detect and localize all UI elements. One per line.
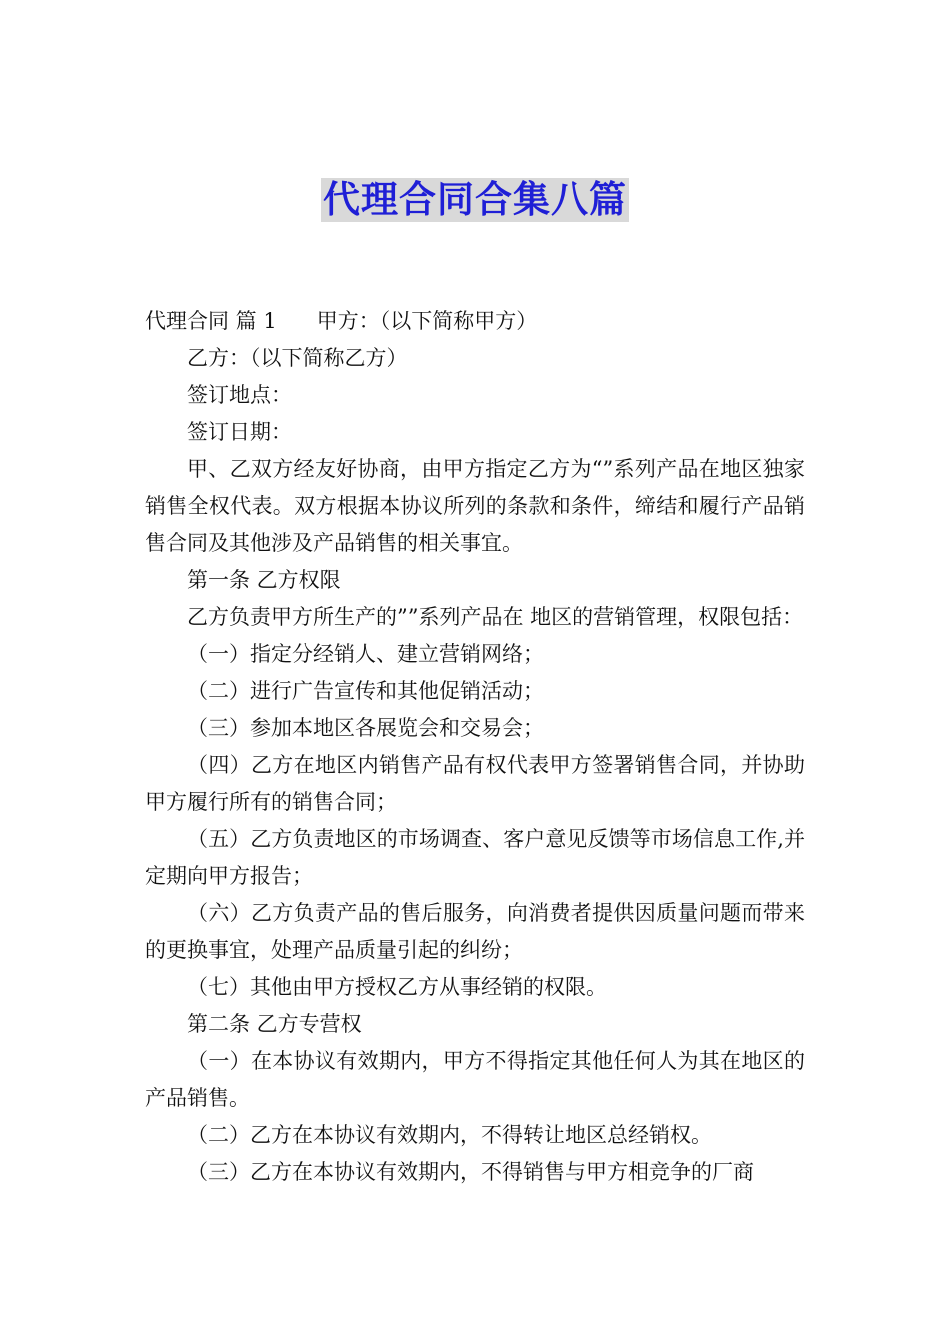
article-1-item-5: （五）乙方负责地区的市场调查、客户意见反馈等市场信息工作,并定期向甲方报告；	[145, 827, 805, 888]
article-2-item-1: （一）在本协议有效期内，甲方不得指定其他任何人为其在地区的产品销售。	[145, 1049, 805, 1110]
article-2-heading: 第二条 乙方专营权	[187, 1012, 362, 1036]
paragraph-intro: 甲、乙双方经友好协商，由甲方指定乙方为“”系列产品在地区独家销售全权代表。双方根据本协议所列的条款和条件，缔结和履行产品销售合同及其他涉及产品销售的相关事宜。	[145, 457, 805, 555]
article-1-item-3: （三）参加本地区各展览会和交易会；	[187, 716, 544, 740]
article-1-item-4: （四）乙方在地区内销售产品有权代表甲方签署销售合同，并协助甲方履行所有的销售合同；	[145, 753, 805, 814]
document-body	[145, 303, 805, 1191]
article-2-item-3: （三）乙方在本协议有效期内，不得销售与甲方相竞争的厂商	[187, 1160, 754, 1184]
paragraph-party-b: 乙方：（以下简称乙方）	[187, 346, 408, 370]
article-1-body: 乙方负责甲方所生产的””系列产品在 地区的营销管理，权限包括：	[187, 605, 804, 629]
contract-heading-line	[145, 303, 805, 340]
article-1-item-6: （六）乙方负责产品的售后服务，向消费者提供因质量问题而带来的更换事宜，处理产品质量引起的纠纷；	[145, 901, 805, 962]
article-2-item-2: （二）乙方在本协议有效期内，不得转让地区总经销权。	[187, 1123, 712, 1147]
paragraph-sign-date: 签订日期：	[187, 420, 292, 444]
article-1-item-1: （一）指定分经销人、建立营销网络；	[187, 642, 544, 666]
paragraph-sign-place: 签订地点：	[187, 383, 292, 407]
article-1-heading: 第一条 乙方权限	[187, 568, 341, 592]
document-title: 代理合同合集八篇	[323, 178, 627, 221]
contract-number: 代理合同 篇 1	[145, 309, 277, 333]
party-a-line: 甲方：（以下简称甲方）	[316, 309, 538, 333]
title-container	[0, 178, 950, 222]
article-1-item-7: （七）其他由甲方授权乙方从事经销的权限。	[187, 975, 607, 999]
article-1-item-2: （二）进行广告宣传和其他促销活动；	[187, 679, 544, 703]
